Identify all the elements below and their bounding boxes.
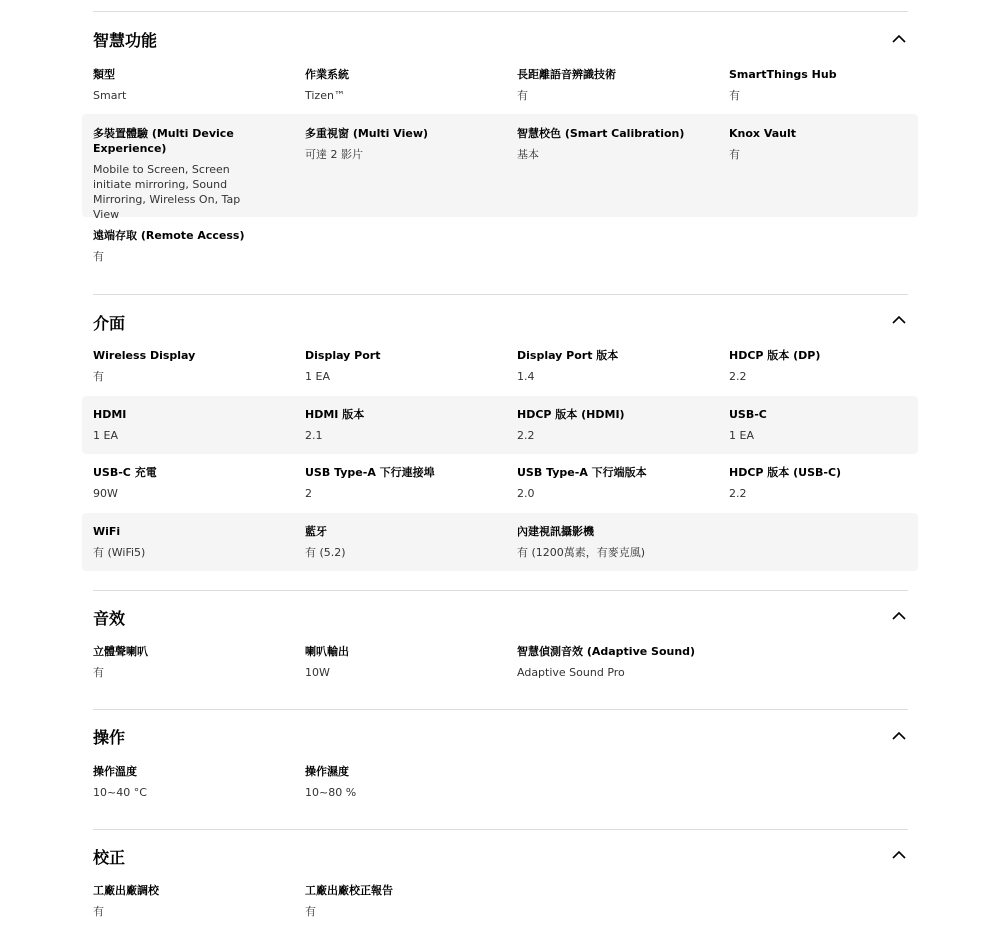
spec-value: 1.4 — [517, 370, 535, 383]
spec-label: HDCP 版本 (DP) — [729, 349, 821, 362]
section-title[interactable]: 音效 — [93, 609, 126, 628]
spec-label: 智慧校色 (Smart Calibration) — [517, 127, 685, 140]
spec-label: 多裝置體驗 (Multi Device Experience) — [93, 127, 234, 155]
spec-label: USB-C 充電 — [93, 466, 157, 479]
spec-value: 2.2 — [729, 370, 747, 383]
spec-label: 工廠出廠校正報告 — [305, 884, 393, 897]
spec-label: 操作溫度 — [93, 765, 137, 778]
spec-item — [305, 407, 505, 443]
spec-value: 有 — [729, 148, 740, 161]
spec-value: 有 (5.2) — [305, 546, 346, 559]
spec-row — [82, 396, 918, 454]
spec-label: 操作濕度 — [305, 765, 349, 778]
spec-label: 多重視窗 (Multi View) — [305, 127, 429, 140]
spec-label: WiFi — [93, 525, 121, 538]
spec-item — [729, 348, 929, 384]
chevron-up-icon[interactable] — [890, 311, 908, 329]
spec-value: Adaptive Sound Pro — [517, 666, 625, 679]
section-operation — [82, 710, 918, 829]
spec-row — [82, 878, 918, 930]
spec-item — [93, 644, 293, 680]
spec-item — [93, 883, 293, 919]
section-audio — [82, 591, 918, 709]
spec-label: 遠端存取 (Remote Access) — [93, 229, 245, 242]
spec-item — [93, 228, 293, 264]
spec-label: USB Type-A 下行端版本 — [517, 466, 647, 479]
spec-label: 立體聲喇叭 — [93, 645, 148, 658]
spec-item — [517, 126, 717, 162]
spec-label: Knox Vault — [729, 127, 797, 140]
spec-item — [517, 524, 717, 560]
spec-item — [517, 407, 717, 443]
section-calibration — [82, 830, 918, 934]
spec-item — [305, 348, 505, 384]
spec-value: Mobile to Screen, Screen initiate mirroring, Sound Mirroring, Wireless On, Tap View — [93, 163, 241, 221]
spec-row — [82, 759, 918, 811]
spec-value: 有 — [93, 370, 104, 383]
spec-label: HDMI 版本 — [305, 408, 365, 421]
spec-value: 可達 2 影片 — [305, 148, 363, 161]
spec-value: 90W — [93, 487, 118, 500]
spec-item — [517, 644, 717, 680]
spec-row — [82, 62, 918, 118]
spec-value: 2 — [305, 487, 312, 500]
spec-item — [305, 644, 505, 680]
spec-item — [729, 465, 929, 501]
spec-value: 10W — [305, 666, 330, 679]
spec-value: 1 EA — [93, 429, 118, 442]
spec-row — [82, 114, 918, 221]
spec-value: 1 EA — [729, 429, 754, 442]
spec-value: 10~80 % — [305, 786, 357, 799]
section-smart-features — [82, 12, 918, 294]
section-title[interactable]: 智慧功能 — [93, 31, 158, 50]
spec-label: HDCP 版本 (HDMI) — [517, 408, 625, 421]
spec-item — [729, 67, 929, 103]
spec-row — [82, 217, 918, 273]
spec-label: SmartThings Hub — [729, 68, 837, 81]
spec-label: Display Port — [305, 349, 381, 362]
spec-value: 2.0 — [517, 487, 535, 500]
spec-value: 有 (WiFi5) — [93, 546, 146, 559]
spec-item — [93, 407, 293, 443]
section-interface — [82, 295, 918, 590]
spec-item — [305, 524, 505, 560]
spec-item — [305, 465, 505, 501]
spec-item — [305, 764, 505, 800]
spec-value: 有 — [729, 89, 740, 102]
spec-item — [93, 524, 293, 560]
spec-value: 2.1 — [305, 429, 323, 442]
spec-label: HDMI — [93, 408, 127, 421]
spec-label: HDCP 版本 (USB-C) — [729, 466, 842, 479]
spec-item — [93, 126, 268, 222]
section-title[interactable]: 介面 — [93, 314, 126, 333]
spec-row — [82, 454, 918, 513]
spec-item — [305, 67, 505, 103]
spec-item — [729, 126, 929, 162]
spec-label: 類型 — [93, 68, 115, 81]
spec-row — [82, 639, 918, 691]
spec-item — [93, 67, 293, 103]
spec-label: 藍牙 — [305, 525, 327, 538]
spec-row — [82, 343, 918, 395]
chevron-up-icon[interactable] — [890, 30, 908, 48]
spec-value: 有 — [93, 666, 104, 679]
spec-value: 1 EA — [305, 370, 330, 383]
spec-value: 2.2 — [517, 429, 535, 442]
spec-label: 工廠出廠調校 — [93, 884, 159, 897]
spec-label: 作業系統 — [305, 68, 349, 81]
spec-label: Display Port 版本 — [517, 349, 619, 362]
spec-item — [305, 883, 505, 919]
spec-value: 10~40 °C — [93, 786, 147, 799]
spec-label: 長距離語音辨識技術 — [517, 68, 616, 81]
chevron-up-icon[interactable] — [890, 846, 908, 864]
spec-value: 有 — [93, 905, 104, 918]
spec-item — [93, 764, 293, 800]
chevron-up-icon[interactable] — [890, 607, 908, 625]
spec-item — [517, 348, 717, 384]
spec-label: Wireless Display — [93, 349, 196, 362]
spec-item — [517, 67, 717, 103]
spec-label: USB-C — [729, 408, 767, 421]
spec-label: USB Type-A 下行連接埠 — [305, 466, 435, 479]
spec-value: 有 (1200萬素，有麥克風) — [517, 546, 646, 559]
spec-value: 有 — [93, 250, 104, 263]
spec-label: 智慧偵測音效 (Adaptive Sound) — [517, 645, 696, 658]
spec-label: 喇叭輸出 — [305, 645, 349, 658]
spec-item — [93, 465, 293, 501]
spec-item — [93, 348, 293, 384]
spec-item — [517, 465, 717, 501]
spec-label: 內建視訊攝影機 — [517, 525, 594, 538]
spec-item — [305, 126, 505, 162]
section-title[interactable]: 校正 — [93, 848, 126, 867]
spec-value: 基本 — [517, 148, 539, 161]
chevron-up-icon[interactable] — [890, 727, 908, 745]
spec-value: 有 — [517, 89, 528, 102]
spec-value: 有 — [305, 905, 316, 918]
spec-value: Smart — [93, 89, 127, 102]
spec-value: Tizen™ — [305, 89, 345, 102]
section-title[interactable]: 操作 — [93, 728, 126, 747]
spec-row — [82, 513, 918, 571]
spec-value: 2.2 — [729, 487, 747, 500]
spec-item — [729, 407, 929, 443]
